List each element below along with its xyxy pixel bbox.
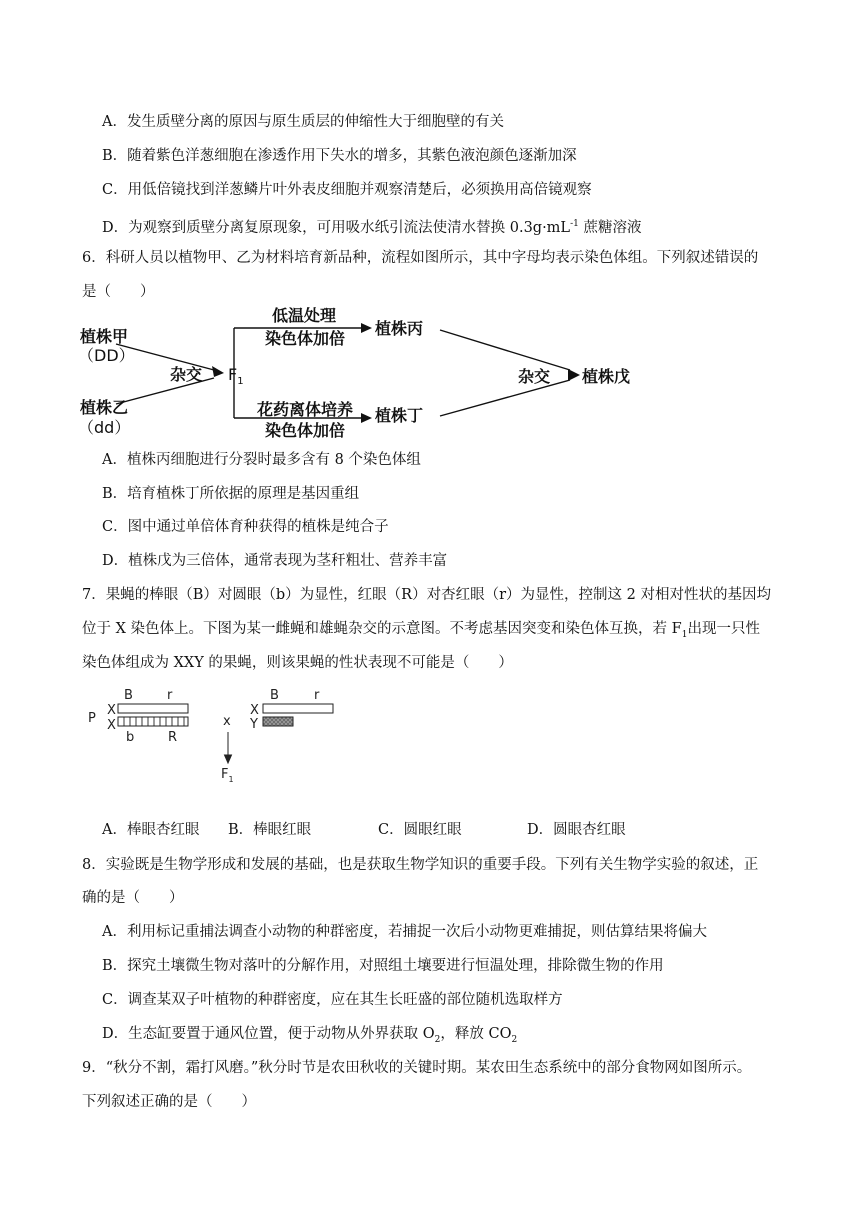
q6-option-d: D．植株戊为三倍体，通常表现为茎秆粗壮、营养丰富 bbox=[102, 553, 448, 569]
cross-label-2: 杂交 bbox=[518, 367, 551, 386]
plant-b-label: 植株乙 bbox=[80, 398, 129, 417]
plant-d-label: 植株丁 bbox=[375, 406, 424, 425]
female-x-chromosome-upper bbox=[118, 704, 188, 713]
q8-option-a: A．利用标记重捕法调查小动物的种群密度，若捕捉一次后小动物更难捕捉，则估算结果将偏大 bbox=[102, 924, 707, 940]
down-arrow bbox=[225, 732, 232, 763]
q5-option-b: B．随着紫色洋葱细胞在渗透作用下失水的增多，其紫色液泡颜色逐渐加深 bbox=[102, 148, 577, 164]
gene-R-female: R bbox=[168, 730, 178, 745]
q7-stem-line1: 7．果蝇的棒眼（B）对圆眼（b）为显性，红眼（R）对杏红眼（r）为显性，控制这 2 对相对性状的基因均 bbox=[82, 587, 771, 603]
female-lower-stripes bbox=[124, 717, 184, 726]
q6-option-b: B．培育植株丁所依据的原理是基因重组 bbox=[102, 486, 360, 502]
plant-c-label: 植株丙 bbox=[375, 319, 424, 338]
q6-stem-line1: 6．科研人员以植物甲、乙为材料培育新品种，流程如图所示，其中字母均表示染色体组。下列叙述错误的 bbox=[82, 250, 759, 266]
female-x-chromosome-lower bbox=[118, 717, 188, 726]
q8-option-c: C．调查某双子叶植物的种群密度，应在其生长旺盛的部位随机选取样方 bbox=[102, 992, 563, 1008]
plant-a-label: 植株甲 bbox=[80, 327, 129, 346]
gene-B-male: B bbox=[270, 688, 279, 703]
cross-label-1: 杂交 bbox=[170, 365, 203, 384]
q9-stem-line1: 9．“秋分不割，霜打风磨。”秋分时节是农田秋收的关键时期。某农田生态系统中的部分食物网如图所示。 bbox=[82, 1060, 752, 1076]
parent-label: P bbox=[88, 711, 96, 726]
q7-stem-line2: 位于 X 染色体上。下图为某一雌蝇和雄蝇杂交的示意图。不考虑基因突变和染色体互换，若 $F_1$出现一只性 bbox=[82, 621, 760, 640]
plant-b-genome: （dd） bbox=[78, 418, 131, 437]
q9-stem-line2: 下列叙述正确的是（ ） bbox=[82, 1094, 256, 1110]
bottom-label-anther: 花药离体培养 bbox=[257, 400, 354, 419]
female-x1: X bbox=[107, 703, 116, 718]
plant-a-genome: （DD） bbox=[78, 346, 135, 365]
q7-option-b: B．棒眼红眼 bbox=[228, 822, 312, 838]
q6-option-a: A．植株丙细胞进行分裂时最多含有 8 个染色体组 bbox=[102, 452, 421, 468]
q5-option-c: C．用低倍镜找到洋葱鳞片叶外表皮细胞并观察清楚后，必须换用高倍镜观察 bbox=[102, 182, 592, 198]
top-label-doubling: 染色体加倍 bbox=[265, 329, 346, 348]
male-x-chromosome bbox=[263, 704, 333, 713]
male-y: Y bbox=[250, 717, 258, 732]
q5-option-d: D．为观察到质壁分离复原现象，可用吸水纸引流法使清水替换 $0.3g\cdot mL^{-1}$ 蔗糖溶液 bbox=[102, 219, 642, 236]
gene-r-female: r bbox=[167, 688, 173, 703]
f1-label: $F_1$ bbox=[228, 365, 244, 387]
top-label-low-temp: 低温处理 bbox=[272, 306, 337, 325]
q7-option-a: A．棒眼杏红眼 bbox=[102, 822, 200, 838]
q5-option-a: A．发生质壁分离的原因与原生质层的伸缩性大于细胞壁的有关 bbox=[102, 114, 504, 130]
q8-option-d: D．生态缸要置于通风位置，便于动物从外界获取 $O_2$，释放 $CO_2$ bbox=[102, 1026, 518, 1045]
plant-e-label: 植株戊 bbox=[582, 367, 631, 386]
male-x: X bbox=[250, 703, 259, 718]
female-x2: X bbox=[107, 718, 116, 733]
q7-stem-line3: 染色体组成为 XXY 的果蝇，则该果蝇的性状表现不可能是（ ） bbox=[82, 655, 513, 671]
q6-stem-line2: 是（ ） bbox=[82, 284, 155, 300]
bottom-label-doubling: 染色体加倍 bbox=[265, 421, 346, 440]
q8-option-b: B．探究土壤微生物对落叶的分解作用，对照组土壤要进行恒温处理，排除微生物的作用 bbox=[102, 958, 664, 974]
q7-option-c: C．圆眼红眼 bbox=[378, 822, 462, 838]
q7-option-d: D．圆眼杏红眼 bbox=[527, 822, 626, 838]
q6-option-c: C．图中通过单倍体育种获得的植株是纯合子 bbox=[102, 519, 389, 535]
q8-stem-line2: 确的是（ ） bbox=[82, 890, 184, 906]
q8-stem-line1: 8．实验既是生物学形成和发展的基础，也是获取生物学知识的重要手段。下列有关生物学实验的叙述，正 bbox=[82, 857, 759, 873]
gene-b-female: b bbox=[126, 730, 135, 745]
gene-B-female: B bbox=[124, 688, 133, 703]
male-y-chromosome bbox=[263, 717, 293, 726]
cross-symbol: x bbox=[223, 714, 231, 729]
f1-offspring-label: $F_1$ bbox=[221, 767, 234, 784]
gene-r-male: r bbox=[314, 688, 320, 703]
